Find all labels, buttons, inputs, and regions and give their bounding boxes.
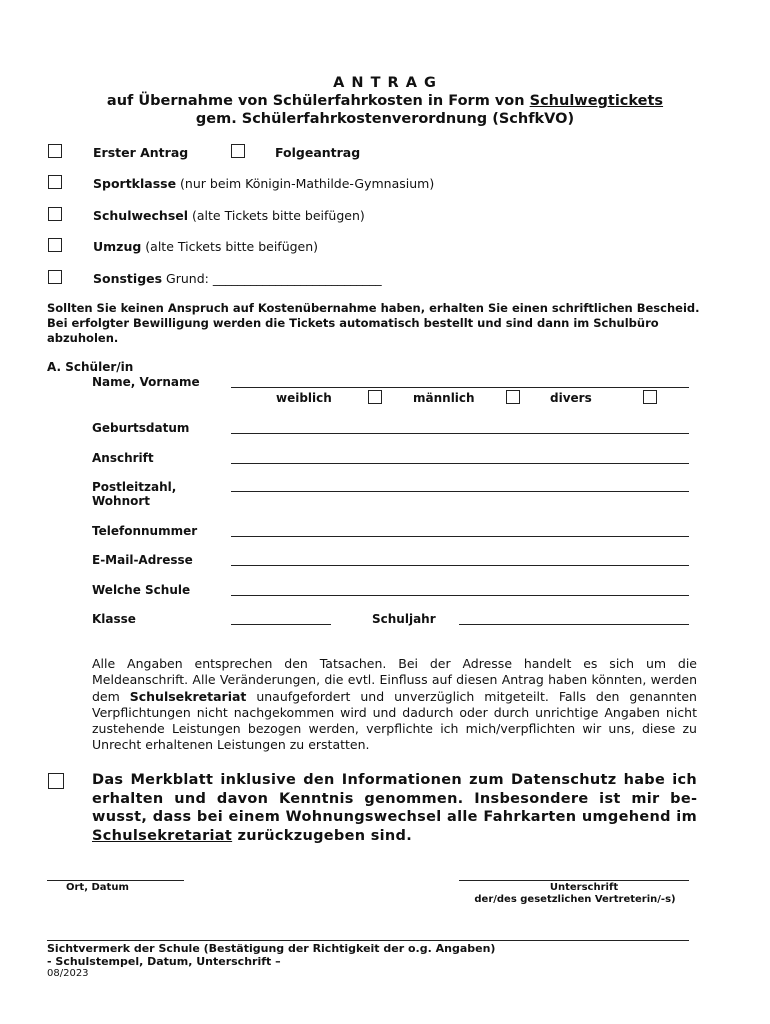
datenschutz-checkbox[interactable] — [48, 773, 64, 789]
schulstempel-label: - Schulstempel, Datum, Unterschrift – — [47, 955, 281, 968]
notice-text: Sollten Sie keinen Anspruch auf Kostenübernahme haben, erhalten Sie einen schriftlichen Bescheid. Bei erfolgter Bewilligung werden die Tickets automatisch bestellt und sind dann im Schulbüro abzuholen. — [47, 301, 700, 345]
geburtsdatum-field[interactable] — [231, 433, 689, 434]
postleitzahl-label: Postleitzahl, — [92, 480, 177, 494]
klasse-field[interactable] — [231, 624, 331, 625]
schulwechsel-label: Schulwechsel — [93, 208, 189, 223]
declaration-part1: Das Merkblatt inklusive den Informationen zum Datenschutz habe ich erhalten und davon Kenntnis genommen. Insbesondere ist mir bewusst, dass bei einem Wohnungswechsel alle Fahrkarten umgehend im — [92, 772, 697, 825]
section-a-heading: A. Schüler/in — [47, 360, 134, 374]
schulwechsel-checkbox[interactable] — [48, 207, 62, 221]
umzug-option — [93, 239, 318, 254]
anschrift-field[interactable] — [231, 463, 689, 464]
schuljahr-field[interactable] — [459, 624, 689, 625]
klasse-label: Klasse — [92, 612, 136, 626]
maennlich-checkbox[interactable] — [506, 390, 520, 404]
schuljahr-label: Schuljahr — [372, 612, 436, 626]
form-subtitle — [0, 93, 770, 109]
sportklasse-checkbox[interactable] — [48, 175, 62, 189]
vertreter-label: der/des gesetzlichen Vertreterin/-s) — [474, 894, 676, 905]
erster-antrag-label: Erster Antrag — [93, 145, 189, 160]
declaration-part2: zurückzugeben sind. — [232, 827, 413, 844]
divers-checkbox[interactable] — [643, 390, 657, 404]
sichtvermerk-label: Sichtvermerk der Schule (Bestätigung der Richtigkeit der o.g. Angaben) — [47, 942, 496, 955]
umzug-label: Umzug — [93, 239, 142, 254]
divers-label: divers — [550, 391, 592, 405]
erster-antrag-checkbox[interactable] — [48, 144, 62, 158]
schule-field[interactable] — [231, 595, 689, 596]
weiblich-checkbox[interactable] — [368, 390, 382, 404]
umzug-note: (alte Tickets bitte beifügen) — [141, 239, 319, 254]
schule-label: Welche Schule — [92, 583, 191, 597]
declaration-text — [92, 771, 697, 845]
form-title: A N T R A G — [333, 75, 437, 91]
email-label: E-Mail-Adresse — [92, 553, 193, 567]
schulwechsel-note: (alte Tickets bitte beifügen) — [188, 208, 365, 223]
sportklasse-note: (nur beim Königin-Mathilde-Gymnasium) — [176, 176, 435, 191]
telefon-field[interactable] — [231, 536, 689, 537]
umzug-checkbox[interactable] — [48, 238, 62, 252]
schulwechsel-option — [93, 208, 365, 223]
schulwegtickets-link: Schulwegtickets — [529, 93, 664, 109]
statement-sekretariat: Schulsekretariat — [129, 688, 247, 704]
postleitzahl-wohnort-field[interactable] — [231, 491, 689, 492]
anschrift-label: Anschrift — [92, 451, 154, 465]
subtitle-text: auf Übernahme von Schülerfahrkosten in Form von — [106, 93, 530, 109]
sichtvermerk-line — [47, 940, 689, 941]
name-label: Name, Vorname — [92, 375, 200, 389]
statement-text — [92, 656, 697, 754]
unterschrift-field[interactable] — [459, 880, 689, 881]
sonstiges-option — [93, 271, 382, 286]
form-legal-basis: gem. Schülerfahrkostenverordnung (SchfkVO) — [195, 111, 575, 127]
unterschrift-label: Unterschrift — [549, 882, 619, 893]
telefon-label: Telefonnummer — [92, 524, 198, 538]
weiblich-label: weiblich — [276, 391, 332, 405]
sportklasse-label: Sportklasse — [93, 176, 177, 191]
statement-part2: unaufgefordert und unverzüglich mitgeteilt. Falls den genannten Verpflichtungen nicht nachgekommen wird und dadurch oder durch unrichtige Angaben nicht zustehende Leistungen bezogen werden, verpflichte ich mich/verpflichten wir uns, diese zu Unrecht erhaltenen Leistungen zu erstatten. — [92, 688, 697, 753]
form-version-date: 08/2023 — [47, 968, 89, 979]
ort-datum-field[interactable] — [47, 880, 184, 881]
folgeantrag-checkbox[interactable] — [231, 144, 245, 158]
email-field[interactable] — [231, 565, 689, 566]
sportklasse-option — [93, 176, 434, 191]
maennlich-label: männlich — [413, 391, 475, 405]
statement-part1: Alle Angaben entsprechen den Tatsachen. Bei der Adresse handelt es sich um die Meldeanschrift. Alle Veränderungen, die evtl. Einfluss auf diesen Antrag haben könnten, werden dem — [92, 656, 697, 704]
declaration-sekretariat: Schulsekretariat — [92, 827, 233, 844]
name-field[interactable] — [231, 387, 689, 388]
sonstiges-checkbox[interactable] — [48, 270, 62, 284]
ort-datum-label: Ort, Datum — [66, 882, 129, 893]
sonstiges-grund-field[interactable]: Grund: ___________________________ — [162, 271, 382, 286]
folgeantrag-label: Folgeantrag — [275, 145, 361, 160]
wohnort-label: Wohnort — [92, 494, 151, 508]
geburtsdatum-label: Geburtsdatum — [92, 421, 190, 435]
sonstiges-label: Sonstiges — [93, 271, 163, 286]
